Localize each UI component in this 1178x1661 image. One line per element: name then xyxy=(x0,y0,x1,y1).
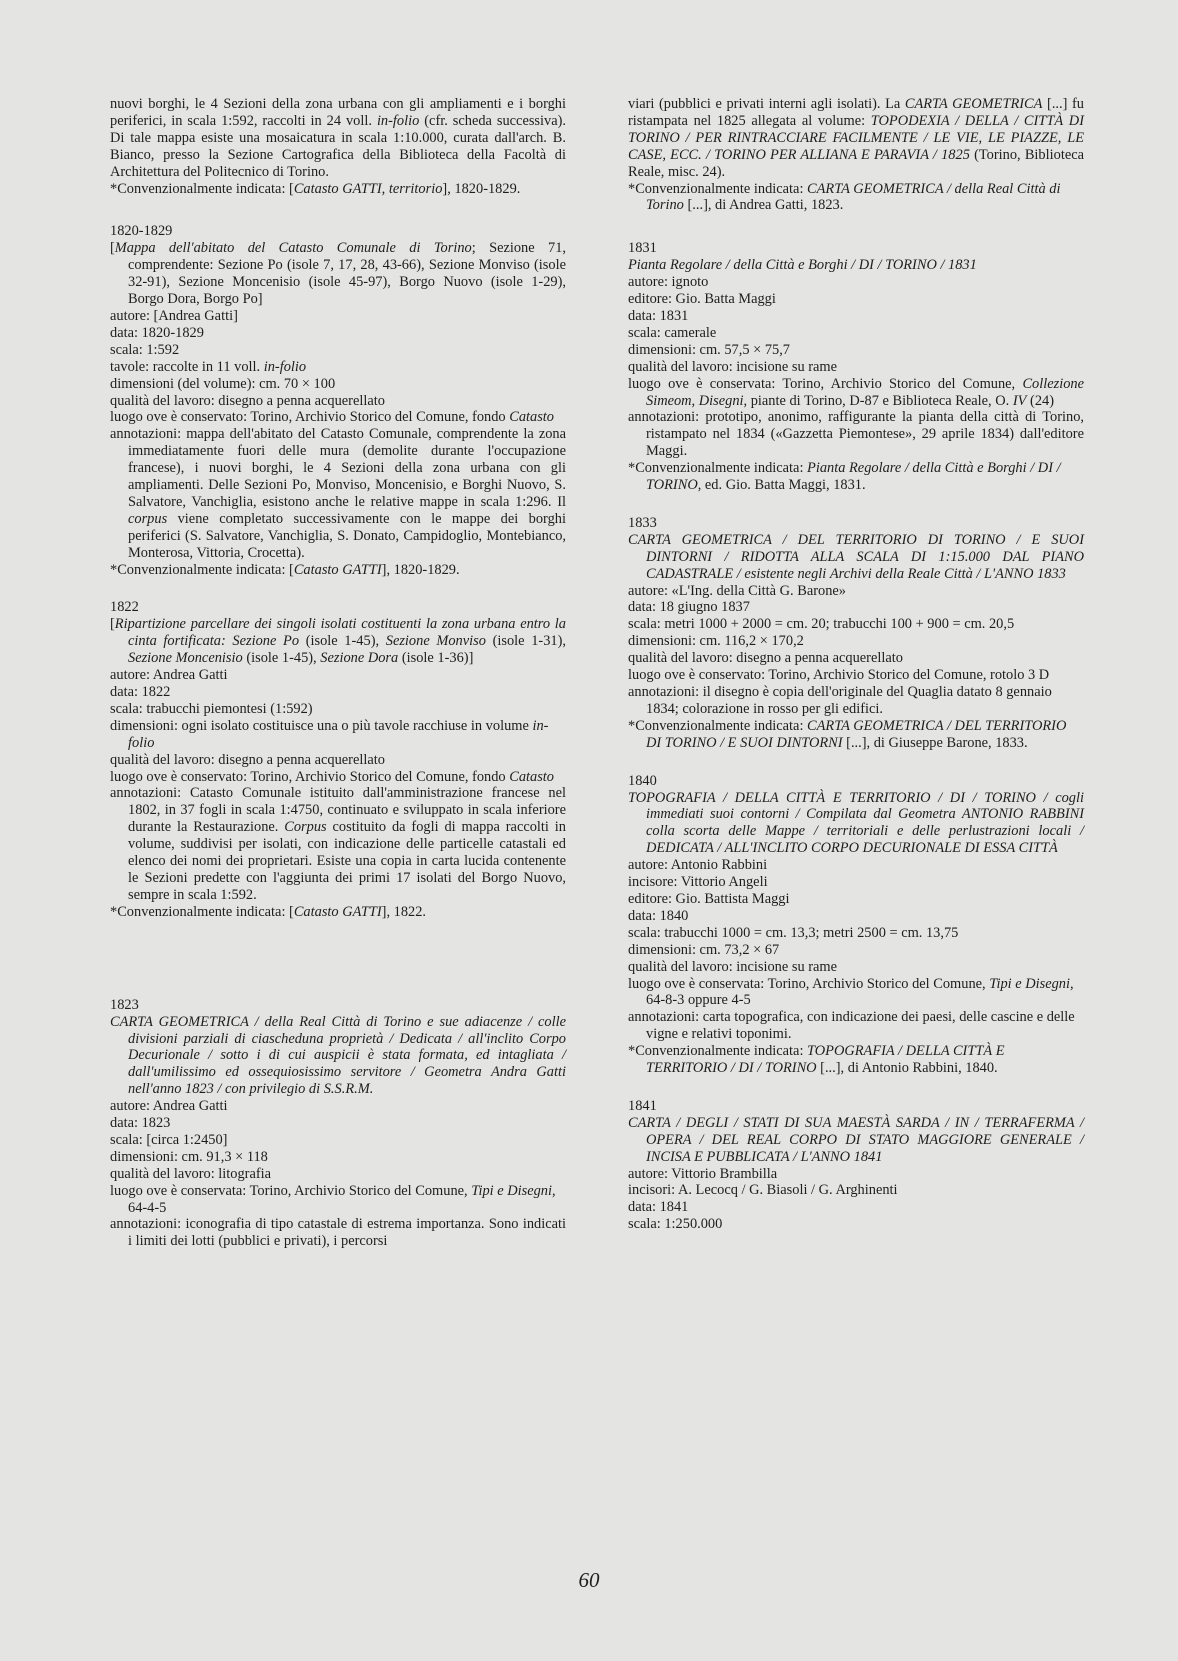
conventional-title: * Convenzionalmente indicata: [Catasto GATTI], 1820-1829. xyxy=(110,562,566,579)
entry-location: luogo ove è conservata: Torino, Archivio Storico del Comune, Tipi e Disegni, 64-8-3 oppure 4-5 xyxy=(628,975,1074,1009)
entry-notes: annotazioni: iconografia di tipo catastale di estrema importanza. Sono indicati i limiti dei lotti (pubblici e privati), i percorsi xyxy=(110,1216,566,1250)
entry-location: luogo ove è conservata: Torino, Archivio Storico del Comune, Tipi e Disegni, 64-4-5 xyxy=(110,1182,556,1216)
conventional-title: * Convenzionalmente indicata: [Catasto GATTI, territorio], 1820-1829. xyxy=(110,181,566,198)
conventional-title: * Convenzionalmente indicata: CARTA GEOMETRICA / della Real Città di Torino [...], di Andrea Gatti, 1823. xyxy=(628,181,1084,215)
entry-dimensions: dimensioni (del volume): cm. 70 × 100 xyxy=(110,375,336,392)
entry-notes: annotazioni: mappa dell'abitato del Catasto Comunale, comprendente la zona immediatamente fuori delle mura (demolite durante l'occupazione francese), i nuovi borghi, le 4 Sezioni della zona urbana con gli ampliamenti. Delle Sezioni Po, Monviso, Moncenisio, e Borghi Nuovo, S. Salvatore, Vanchiglia, esistono anche le relative mappe in scala 1:296. Il corpus viene completato successivamente con le mappe dei borghi periferici (S. Salvatore, Vanchiglia, S. Donato, Campidoglio, Montebianco, Monterosa, Vittoria, Crocetta). xyxy=(110,426,566,561)
entry-quality: qualità del lavoro: disegno a penna acquerellato xyxy=(110,392,385,409)
entry-year: 1833 xyxy=(628,514,657,531)
entry-1841 xyxy=(628,1098,1084,1233)
entry-notes: annotazioni: Catasto Comunale istituito dall'amministrazione francese nel 1802, in 37 fogli in scala 1:4750, continuato e sviluppato in scala inferiore durante la Restaurazione. Corpus costituito da fogli di mappa raccolti in volume, suddivisi per isolati, con indicazione delle particelle catastali ed elenco dei nomi dei proprietari. Esiste una copia in carta lucida contenente le Sezioni predette con l'aggiunta dei primi 17 isolati del Borgo Nuovo, sempre in scala 1:592. xyxy=(110,785,566,903)
entry-year: 1820-1829 xyxy=(110,223,173,240)
entry-dimensions: dimensioni: cm. 57,5 × 75,7 xyxy=(628,341,791,358)
entry-author: autore: Andrea Gatti xyxy=(110,667,228,684)
page-number: 60 xyxy=(578,1568,600,1592)
entry-author: autore: Vittorio Brambilla xyxy=(628,1165,778,1182)
entry-1831 xyxy=(628,240,1084,494)
entry-date: data: 18 giugno 1837 xyxy=(628,599,750,616)
entry-publisher: editore: Gio. Battista Maggi xyxy=(628,890,790,907)
conventional-title: * Convenzionalmente indicata: [Catasto GATTI], 1822. xyxy=(110,904,566,921)
entry-notes: annotazioni: prototipo, anonimo, raffigurante la pianta della città di Torino, ristampato nel 1834 («Gazzetta Piemontese», 29 aprile 1834) dall'editore Maggi. xyxy=(628,409,1084,460)
entry-author: autore: [Andrea Gatti] xyxy=(110,307,238,324)
entry-author: autore: ignoto xyxy=(628,274,709,291)
entry-location: luogo ove è conservata: Torino, Archivio Storico del Comune, Collezione Simeom, Disegni, piante di Torino, D-87 e Biblioteca Reale, O. IV (24) xyxy=(628,375,1084,409)
entry-publisher: editore: Gio. Batta Maggi xyxy=(628,291,776,308)
entry-scale: scala: camerale xyxy=(628,324,717,341)
entry-1840 xyxy=(628,773,1084,1077)
entry-author: autore: Antonio Rabbini xyxy=(628,857,768,874)
entry-title: Pianta Regolare / della Città e Borghi / DI / TORINO / 1831 xyxy=(628,257,977,274)
entry-title: TOPOGRAFIA / DELLA CITTÀ E TERRITORIO / DI / TORINO / cogli immediati suoi contorni / Compilata dal Geometra ANTONIO RABBINI colla scorta delle Mappe / territoriali e delle perlustrazioni locali / DEDICATA / ALL'INCLITO CORPO DECURIONALE DI ESSA CITTÀ xyxy=(628,789,1084,857)
entry-dimensions: dimensioni: ogni isolato costituisce una o più tavole racchiuse in volume in-folio xyxy=(110,717,549,751)
entry-plates: tavole: raccolte in 11 voll. in-folio xyxy=(110,358,307,375)
entry-notes: annotazioni: il disegno è copia dell'originale del Quaglia datato 8 gennaio 1834; colorazione in rosso per gli edifici. xyxy=(628,684,1052,717)
entry-1823 xyxy=(110,997,566,1251)
right-column xyxy=(628,96,1084,1233)
entry-quality: qualità del lavoro: incisione su rame xyxy=(628,358,838,375)
entry-dimensions: dimensioni: cm. 73,2 × 67 xyxy=(628,941,780,958)
entry-title: [Ripartizione parcellare dei singoli isolati costituenti la zona urbana entro la cinta fortificata: Sezione Po (isole 1-45), Sezione Monviso (isole 1-31), Sezione Moncenisio (isole 1-45), Sezione Dora (isole 1-36)] xyxy=(110,616,566,667)
entry-1820-1829 xyxy=(110,223,566,578)
entry-scale: scala: [circa 1:2450] xyxy=(110,1131,228,1148)
entry-quality: qualità del lavoro: incisione su rame xyxy=(628,958,838,975)
entry-date: data: 1840 xyxy=(628,907,689,924)
entry-quality: qualità del lavoro: disegno a penna acquerellato xyxy=(110,751,385,768)
entry-scale: scala: 1:592 xyxy=(110,341,180,358)
entry-title: CARTA GEOMETRICA / della Real Città di Torino e sue adiacenze / colle divisioni parziali di ciascheduna proprietà / Dedicata / all'inclito Corpo Decurionale / sotto i di cui auspicii è stata formata, ed intagliata / dall'umilissimo ed ossequiosissimo servitore / Geometra Andra Gatti nell'anno 1823 / con privilegio di S.S.R.M. xyxy=(110,1013,566,1098)
entry-notes: annotazioni: carta topografica, con indicazione dei paesi, delle cascine e delle vigne e relativi toponimi. xyxy=(628,1009,1075,1043)
entry-year: 1841 xyxy=(628,1097,657,1114)
entry-engravers: incisori: A. Lecocq / G. Biasoli / G. Arghinenti xyxy=(628,1182,898,1199)
entry-title: [Mappa dell'abitato del Catasto Comunale di Torino; Sezione 71, comprendente: Sezione Po (isole 7, 17, 28, 43-66), Sezione Monviso (isole 32-91), Sezione Moncenisio (isole 45-97), Borgo Nuovo (isole 1-29), Borgo Dora, Borgo Po] xyxy=(110,240,566,308)
entry-year: 1831 xyxy=(628,240,657,257)
entry-date: data: 1820-1829 xyxy=(110,324,204,341)
entry-location: luogo ove è conservato: Torino, Archivio Storico del Comune, rotolo 3 D xyxy=(628,667,1050,684)
entry-author: autore: Andrea Gatti xyxy=(110,1098,228,1115)
entry-engraver: incisore: Vittorio Angeli xyxy=(628,874,768,891)
conventional-title: * Convenzionalmente indicata: CARTA GEOMETRICA / DEL TERRITORIO DI TORINO / E SUOI DINTORNI [...], di Giuseppe Barone, 1833. xyxy=(628,718,1084,752)
continued-entry: nuovi borghi, le 4 Sezioni della zona urbana con gli ampliamenti e i borghi periferici, in scala 1:592, raccolti in 24 voll. in-folio (cfr. scheda successiva). Di tale mappa esiste una mosaicatura in scala 1:10.000, curata dall'arch. B. Bianco, presso la Sezione Cartografica della Biblioteca della Facoltà di Architettura del Politecnico di Torino. * Convenzionalmente indicata: [Catasto GATTI, territorio], 1820-1829. xyxy=(110,96,566,197)
continued-entry: viari (pubblici e privati interni agli isolati). La CARTA GEOMETRICA [...] fu ristampata nel 1825 allegata al volume: TOPODEXIA / DELLA / CITTÀ DI TORINO / PER RINTRACCIARE FACILMENTE / LE VIE, LE PIAZZE, LE CASE, ECC. / TORINO PER ALLIANA E PARAVIA / 1825 (Torino, Biblioteca Reale, misc. 24). * Convenzionalmente indicata: CARTA GEOMETRICA / della Real Città di Torino [...], di Andrea Gatti, 1823. xyxy=(628,96,1084,214)
entry-date: data: 1823 xyxy=(110,1115,171,1132)
entry-scale: scala: 1:250.000 xyxy=(628,1216,723,1233)
entry-location: luogo ove è conservato: Torino, Archivio Storico del Comune, fondo Catasto xyxy=(110,409,554,426)
entry-date: data: 1841 xyxy=(628,1199,689,1216)
entry-scale: scala: trabucchi piemontesi (1:592) xyxy=(110,700,313,717)
entry-date: data: 1822 xyxy=(110,684,171,700)
entry-quality: qualità del lavoro: disegno a penna acquerellato xyxy=(628,650,903,667)
conventional-title: * Convenzionalmente indicata: TOPOGRAFIA / DELLA CITTÀ E TERRITORIO / DI / TORINO [...], di Antonio Rabbini, 1840. xyxy=(628,1043,1084,1077)
entry-1833 xyxy=(628,515,1084,752)
left-column xyxy=(110,96,566,1250)
entry-author: autore: «L'Ing. della Città G. Barone» xyxy=(628,582,846,599)
entry-dimensions: dimensioni: cm. 91,3 × 118 xyxy=(110,1148,268,1165)
entry-scale: scala: trabucchi 1000 = cm. 13,3; metri 2500 = cm. 13,75 xyxy=(628,924,959,941)
entry-1822 xyxy=(110,599,566,920)
entry-year: 1822 xyxy=(110,599,139,616)
entry-date: data: 1831 xyxy=(628,307,689,324)
entry-year: 1823 xyxy=(110,996,139,1013)
entry-scale: scala: metri 1000 + 2000 = cm. 20; trabucchi 100 + 900 = cm. 20,5 xyxy=(628,616,1015,633)
entry-title: CARTA GEOMETRICA / DEL TERRITORIO DI TORINO / E SUOI DINTORNI / RIDOTTA ALLA SCALA DI 1:15.000 DAL PIANO CADASTRALE / esistente negli Archivi della Reale Città / L'ANNO 1833 xyxy=(628,531,1084,582)
entry-location: luogo ove è conservato: Torino, Archivio Storico del Comune, fondo Catasto xyxy=(110,768,554,785)
entry-dimensions: dimensioni: cm. 116,2 × 170,2 xyxy=(628,633,804,650)
entry-year: 1840 xyxy=(628,772,657,789)
entry-quality: qualità del lavoro: litografia xyxy=(110,1165,272,1182)
entry-title: CARTA / DEGLI / STATI DI SUA MAESTÀ SARDA / IN / TERRAFERMA / OPERA / DEL REAL CORPO DI STATO MAGGIORE GENERALE / INCISA E PUBBLICATA / L'ANNO 1841 xyxy=(628,1114,1084,1165)
conventional-title: * Convenzionalmente indicata: Pianta Regolare / della Città e Borghi / DI / TORINO, ed. Gio. Batta Maggi, 1831. xyxy=(628,460,1084,494)
